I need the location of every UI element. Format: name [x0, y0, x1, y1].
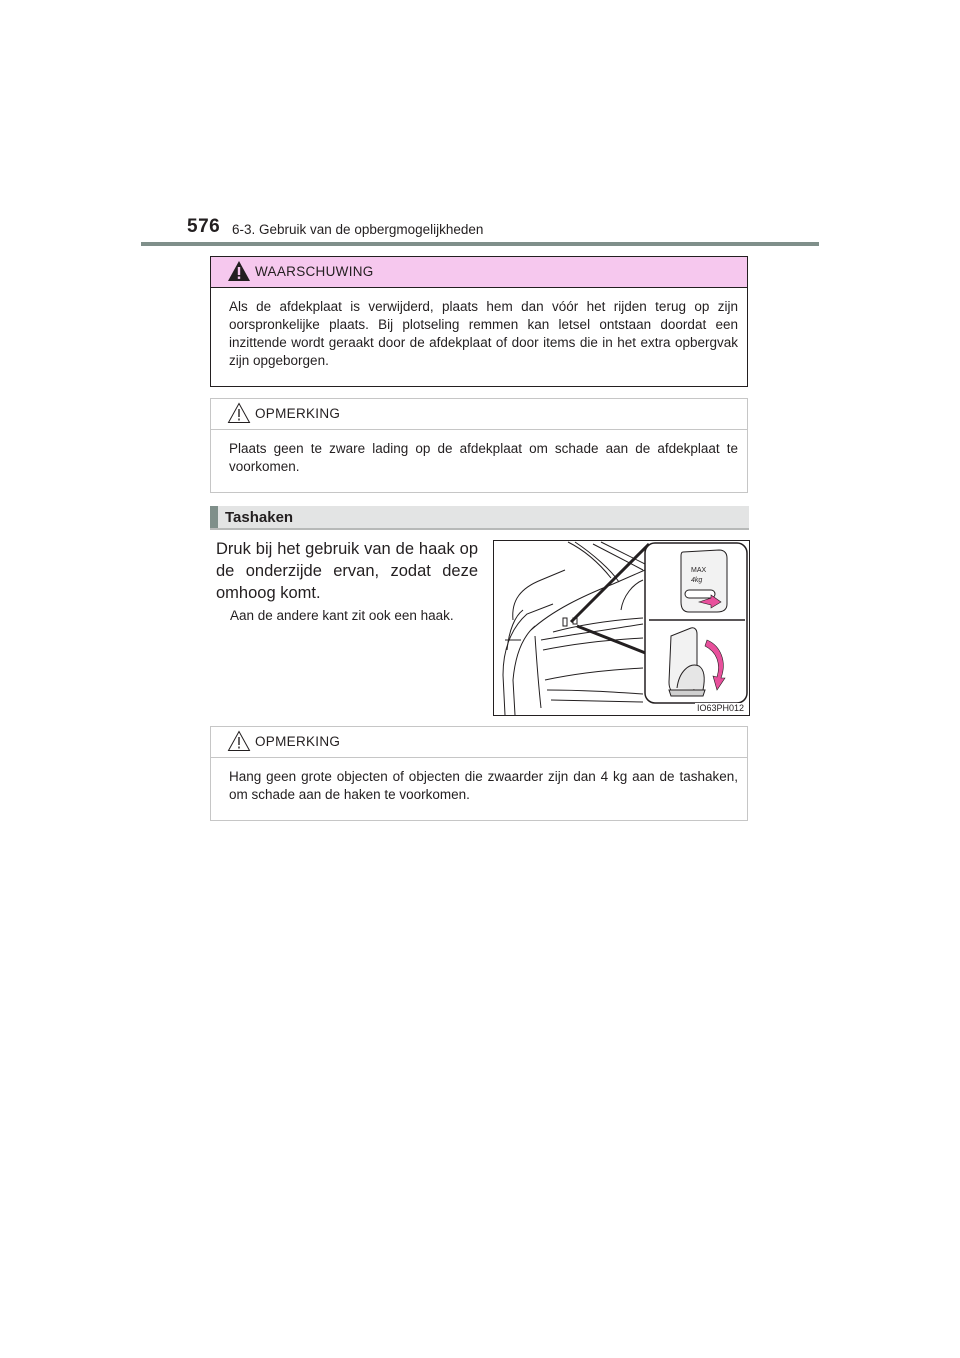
- notice-text: Plaats geen te zware lading op de afdekplaat om schade aan de afdekplaat te voorkomen.: [229, 441, 738, 474]
- hook-plate-drawing: [681, 550, 727, 612]
- header-rule: [141, 242, 819, 246]
- caution-icon: [227, 402, 251, 424]
- warning-icon: [227, 260, 251, 282]
- notice-label-2: OPMERKING: [255, 734, 341, 749]
- notice-header: [211, 399, 747, 430]
- hook-weight-label: 4kg: [691, 577, 703, 584]
- luggage-compartment-drawing: [493, 540, 750, 716]
- notice-label: OPMERKING: [255, 406, 341, 421]
- section-title: Tashaken: [225, 509, 294, 526]
- warning-header: [211, 257, 747, 288]
- caution-icon: [227, 730, 251, 752]
- instruction-note: Aan de andere kant zit ook een haak.: [230, 608, 454, 623]
- warning-label: WAARSCHUWING: [255, 264, 374, 279]
- notice-header-2: [211, 727, 747, 758]
- chapter-title: 6-3. Gebruik van de opbergmogelijkheden: [232, 222, 484, 237]
- instruction-text: Druk bij het gebruik van de haak op de onderzijde ervan, zodat deze omhoog komt.: [216, 540, 478, 602]
- notice-text-2: Hang geen grote objecten of objecten die zwaarder zijn dan 4 kg aan de tashaken, om schade aan de haken te voorkomen.: [229, 769, 738, 802]
- page-number: 576: [187, 216, 221, 237]
- warning-text: Als de afdekplaat is verwijderd, plaats hem dan vóór het rijden terug op zijn oorspronkelijke plaats. Bij plotseling remmen kan letsel ontstaan doordat een inzittende wordt geraakt door de afdekplaat of door items die in het extra opbergvak zijn opgeborgen.: [229, 299, 738, 368]
- section-heading: [210, 506, 749, 530]
- figure-code: IO63PH012: [696, 703, 744, 713]
- notice-box-2: [210, 726, 748, 821]
- hook-illustration: [493, 540, 750, 716]
- hook-max-label: MAX: [691, 567, 707, 574]
- notice-box: [210, 398, 748, 493]
- warning-box: [210, 256, 748, 387]
